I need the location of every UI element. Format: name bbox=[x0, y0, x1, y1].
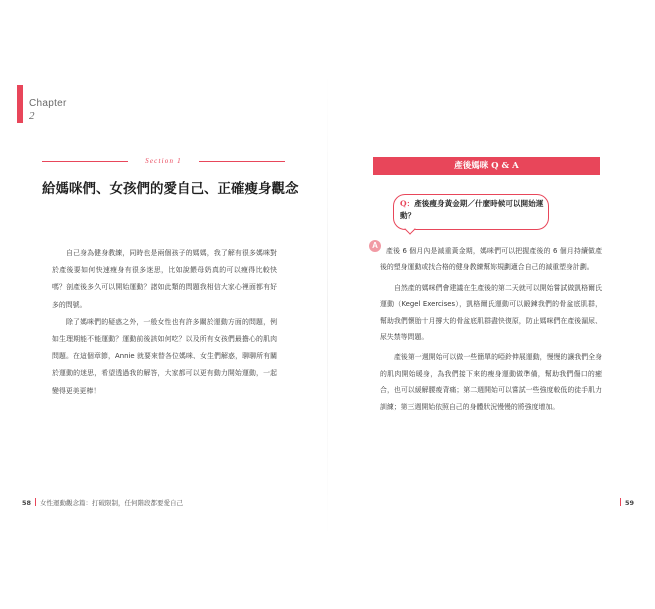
section-heading bbox=[42, 156, 285, 168]
section-rule-right bbox=[199, 161, 285, 162]
body-paragraph: 自己身為健身教練，同時也是兩個孩子的媽媽，我了解有很多媽咪對於產後要如何快速瘦身有很多迷思，比如說餵母奶真的可以瘦得比較快嗎？剖產後多久可以開始運動？諸如此類的問題我相信大家心裡面都有好多的問號。 bbox=[52, 249, 277, 309]
body-paragraph: 除了媽咪們的疑惑之外，一般女性也有許多關於運動方面的問題，例如生理期能不能運動？運動前後該如何吃？以及所有女孩們最擔心的肌肉問題。在這個章節，Annie 就要來替各位媽咪、女生們解惑，聊聊所有關於運動的迷思，希望透過我的解答，大家都可以更有動力開始運動，一起變得更美更棒！ bbox=[52, 317, 277, 395]
page-number-right: 59 bbox=[625, 499, 635, 507]
answer-paragraph: 自然產的媽咪們會建議在生產後的第二天就可以開始嘗試做凱格爾氏運動（Kegel Exercises），凱格爾氏運動可以鍛鍊我們的骨盆底肌群，幫助我們懷胎十月撐大的骨盆底肌群盡快復原，防止媽咪們在產後漏尿、尿失禁等問題。 bbox=[380, 283, 602, 342]
running-footer: 女性運動觀念篇：打破限制，任何階段都要愛自己 bbox=[40, 499, 184, 507]
section-label: Section 1 bbox=[145, 157, 182, 165]
chapter-number: 2 bbox=[29, 110, 35, 122]
footer-divider bbox=[35, 498, 36, 506]
page-title: 給媽咪們、女孩們的愛自己、正確瘦身觀念 bbox=[42, 181, 299, 197]
answer-paragraph: 產後第一週開始可以做一些簡單的啞鈴伸展運動，慢慢的讓我們全身的肌肉開始暖身，為我們接下來的瘦身運動做準備，幫助我們傷口的癒合，也可以緩解腰痠背痛；第二週開始可以嘗試一些強度較低的徒手肌力訓練；第三週開始依照自己的身體狀況慢慢的將強度增加。 bbox=[380, 353, 602, 411]
answer-body-text bbox=[380, 243, 602, 415]
question-body: 產後瘦身黃金期／什麼時候可以開始運動？ bbox=[400, 199, 544, 220]
chapter-label: Chapter bbox=[29, 98, 67, 109]
answer-paragraph: 產後 6 個月內是減重黃金期，媽咪們可以把握產後的 6 個月持續做產後的塑身運動或找合格的健身教練幫妳規劃適合自己的減重塑身計劃。 bbox=[380, 247, 602, 272]
page-number-left: 58 bbox=[22, 499, 32, 507]
page-gutter bbox=[327, 70, 328, 540]
left-body-text bbox=[52, 245, 277, 400]
qa-banner: 產後媽咪 Q & A bbox=[373, 157, 600, 175]
left-footer bbox=[22, 498, 183, 507]
question-text bbox=[400, 198, 545, 222]
footer-divider bbox=[620, 498, 621, 506]
answer-badge: A bbox=[369, 240, 381, 252]
right-footer bbox=[620, 498, 634, 507]
question-prefix: Q： bbox=[400, 199, 415, 208]
chapter-accent-bar bbox=[17, 85, 23, 123]
